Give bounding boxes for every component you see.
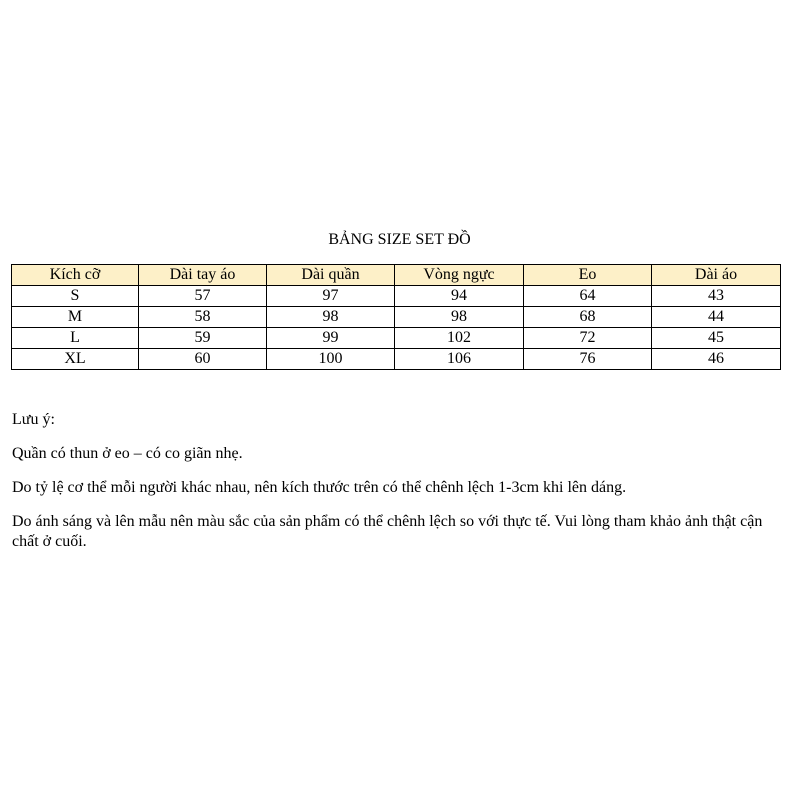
table-cell: S <box>12 286 139 307</box>
header-waist: Eo <box>524 265 652 286</box>
table-cell: 60 <box>139 349 267 370</box>
table-cell: 46 <box>652 349 781 370</box>
table-cell: 64 <box>524 286 652 307</box>
note-item: Quần có thun ở eo – có co giãn nhẹ. <box>12 445 243 462</box>
table-cell: M <box>12 307 139 328</box>
page-title: BẢNG SIZE SET ĐỒ <box>328 231 471 248</box>
table-cell: 76 <box>524 349 652 370</box>
header-chest: Vòng ngực <box>395 265 524 286</box>
header-sleeve-length: Dài tay áo <box>139 265 267 286</box>
notes-section <box>12 410 782 566</box>
table-cell: 100 <box>267 349 395 370</box>
table-row <box>12 286 781 307</box>
table-cell: 97 <box>267 286 395 307</box>
table-row <box>12 349 781 370</box>
note-item: Do tỷ lệ cơ thể mỗi người khác nhau, nên kích thước trên có thể chênh lệch 1-3cm khi lên dáng. <box>12 479 627 496</box>
notes-heading: Lưu ý: <box>12 411 55 428</box>
table-cell: 59 <box>139 328 267 349</box>
table-cell: 57 <box>139 286 267 307</box>
size-table <box>11 264 781 370</box>
table-cell: 58 <box>139 307 267 328</box>
table-cell: 98 <box>395 307 524 328</box>
table-cell: XL <box>12 349 139 370</box>
note-item: Do ánh sáng và lên mẫu nên màu sắc của sản phẩm có thể chênh lệch so với thực tế. Vui lòng tham khảo ảnh thật cận chất ở cuối. <box>12 513 763 550</box>
table-header-row <box>12 265 781 286</box>
table-row <box>12 328 781 349</box>
table-cell: 98 <box>267 307 395 328</box>
header-shirt-length: Dài áo <box>652 265 781 286</box>
table-cell: 44 <box>652 307 781 328</box>
table-cell: L <box>12 328 139 349</box>
header-pants-length: Dài quần <box>267 265 395 286</box>
table-cell: 43 <box>652 286 781 307</box>
table-cell: 72 <box>524 328 652 349</box>
table-cell: 99 <box>267 328 395 349</box>
table-cell: 68 <box>524 307 652 328</box>
header-size: Kích cỡ <box>12 265 139 286</box>
table-cell: 106 <box>395 349 524 370</box>
table-cell: 102 <box>395 328 524 349</box>
table-row <box>12 307 781 328</box>
table-cell: 45 <box>652 328 781 349</box>
table-cell: 94 <box>395 286 524 307</box>
